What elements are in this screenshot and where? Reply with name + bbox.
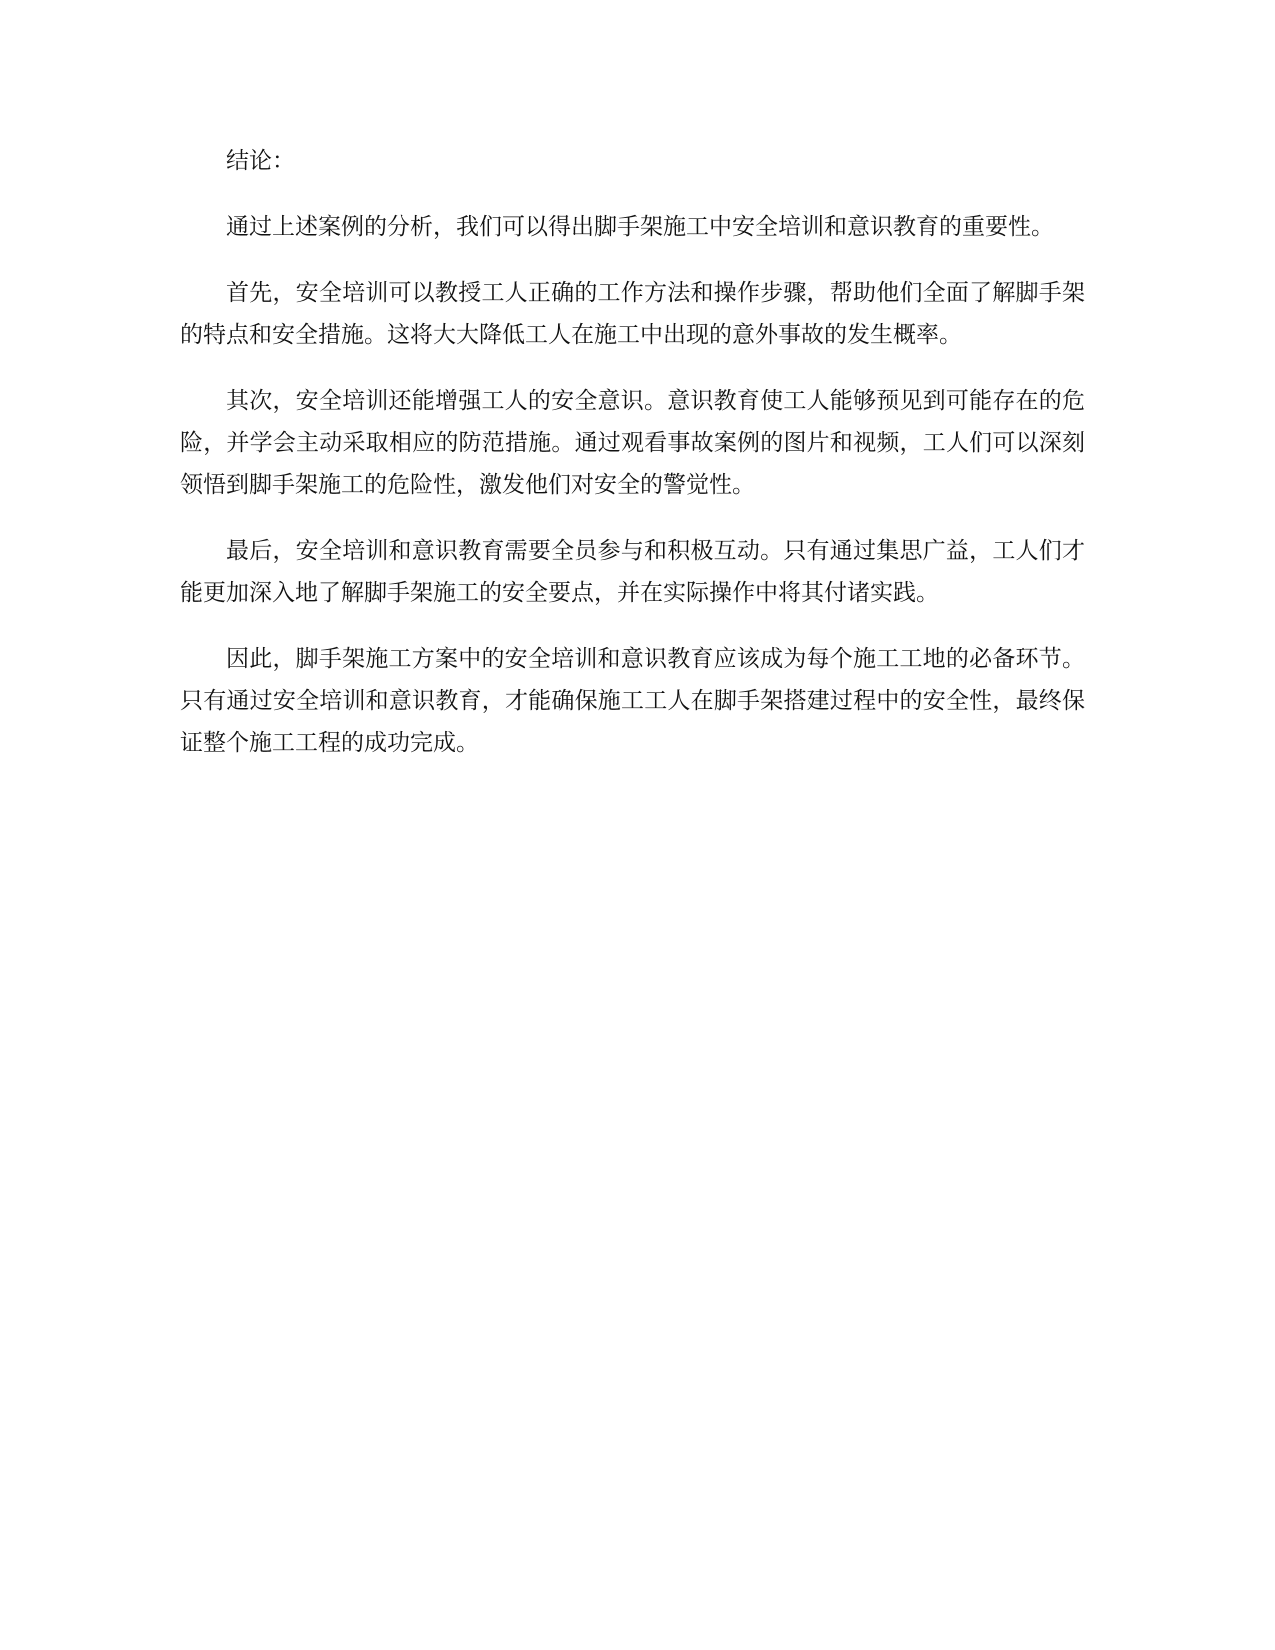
paragraph-1: 通过上述案例的分析，我们可以得出脚手架施工中安全培训和意识教育的重要性。 bbox=[226, 214, 1054, 240]
document-body bbox=[180, 140, 1085, 788]
conclusion-heading: 结论： bbox=[226, 148, 295, 174]
paragraph-3: 其次，安全培训还能增强工人的安全意识。意识教育使工人能够预见到可能存在的危险，并学会主动采取相应的防范措施。通过观看事故案例的图片和视频，工人们可以深刻领悟到脚手架施工的危险性，激发他们对安全的警觉性。 bbox=[180, 388, 1085, 498]
paragraph-4: 最后，安全培训和意识教育需要全员参与和积极互动。只有通过集思广益，工人们才能更加深入地了解脚手架施工的安全要点，并在实际操作中将其付诸实践。 bbox=[180, 538, 1085, 606]
paragraph-5: 因此，脚手架施工方案中的安全培训和意识教育应该成为每个施工工地的必备环节。只有通过安全培训和意识教育，才能确保施工工人在脚手架搭建过程中的安全性，最终保证整个施工工程的成功完成。 bbox=[180, 646, 1085, 756]
paragraph-2: 首先，安全培训可以教授工人正确的工作方法和操作步骤，帮助他们全面了解脚手架的特点和安全措施。这将大大降低工人在施工中出现的意外事故的发生概率。 bbox=[180, 280, 1085, 348]
